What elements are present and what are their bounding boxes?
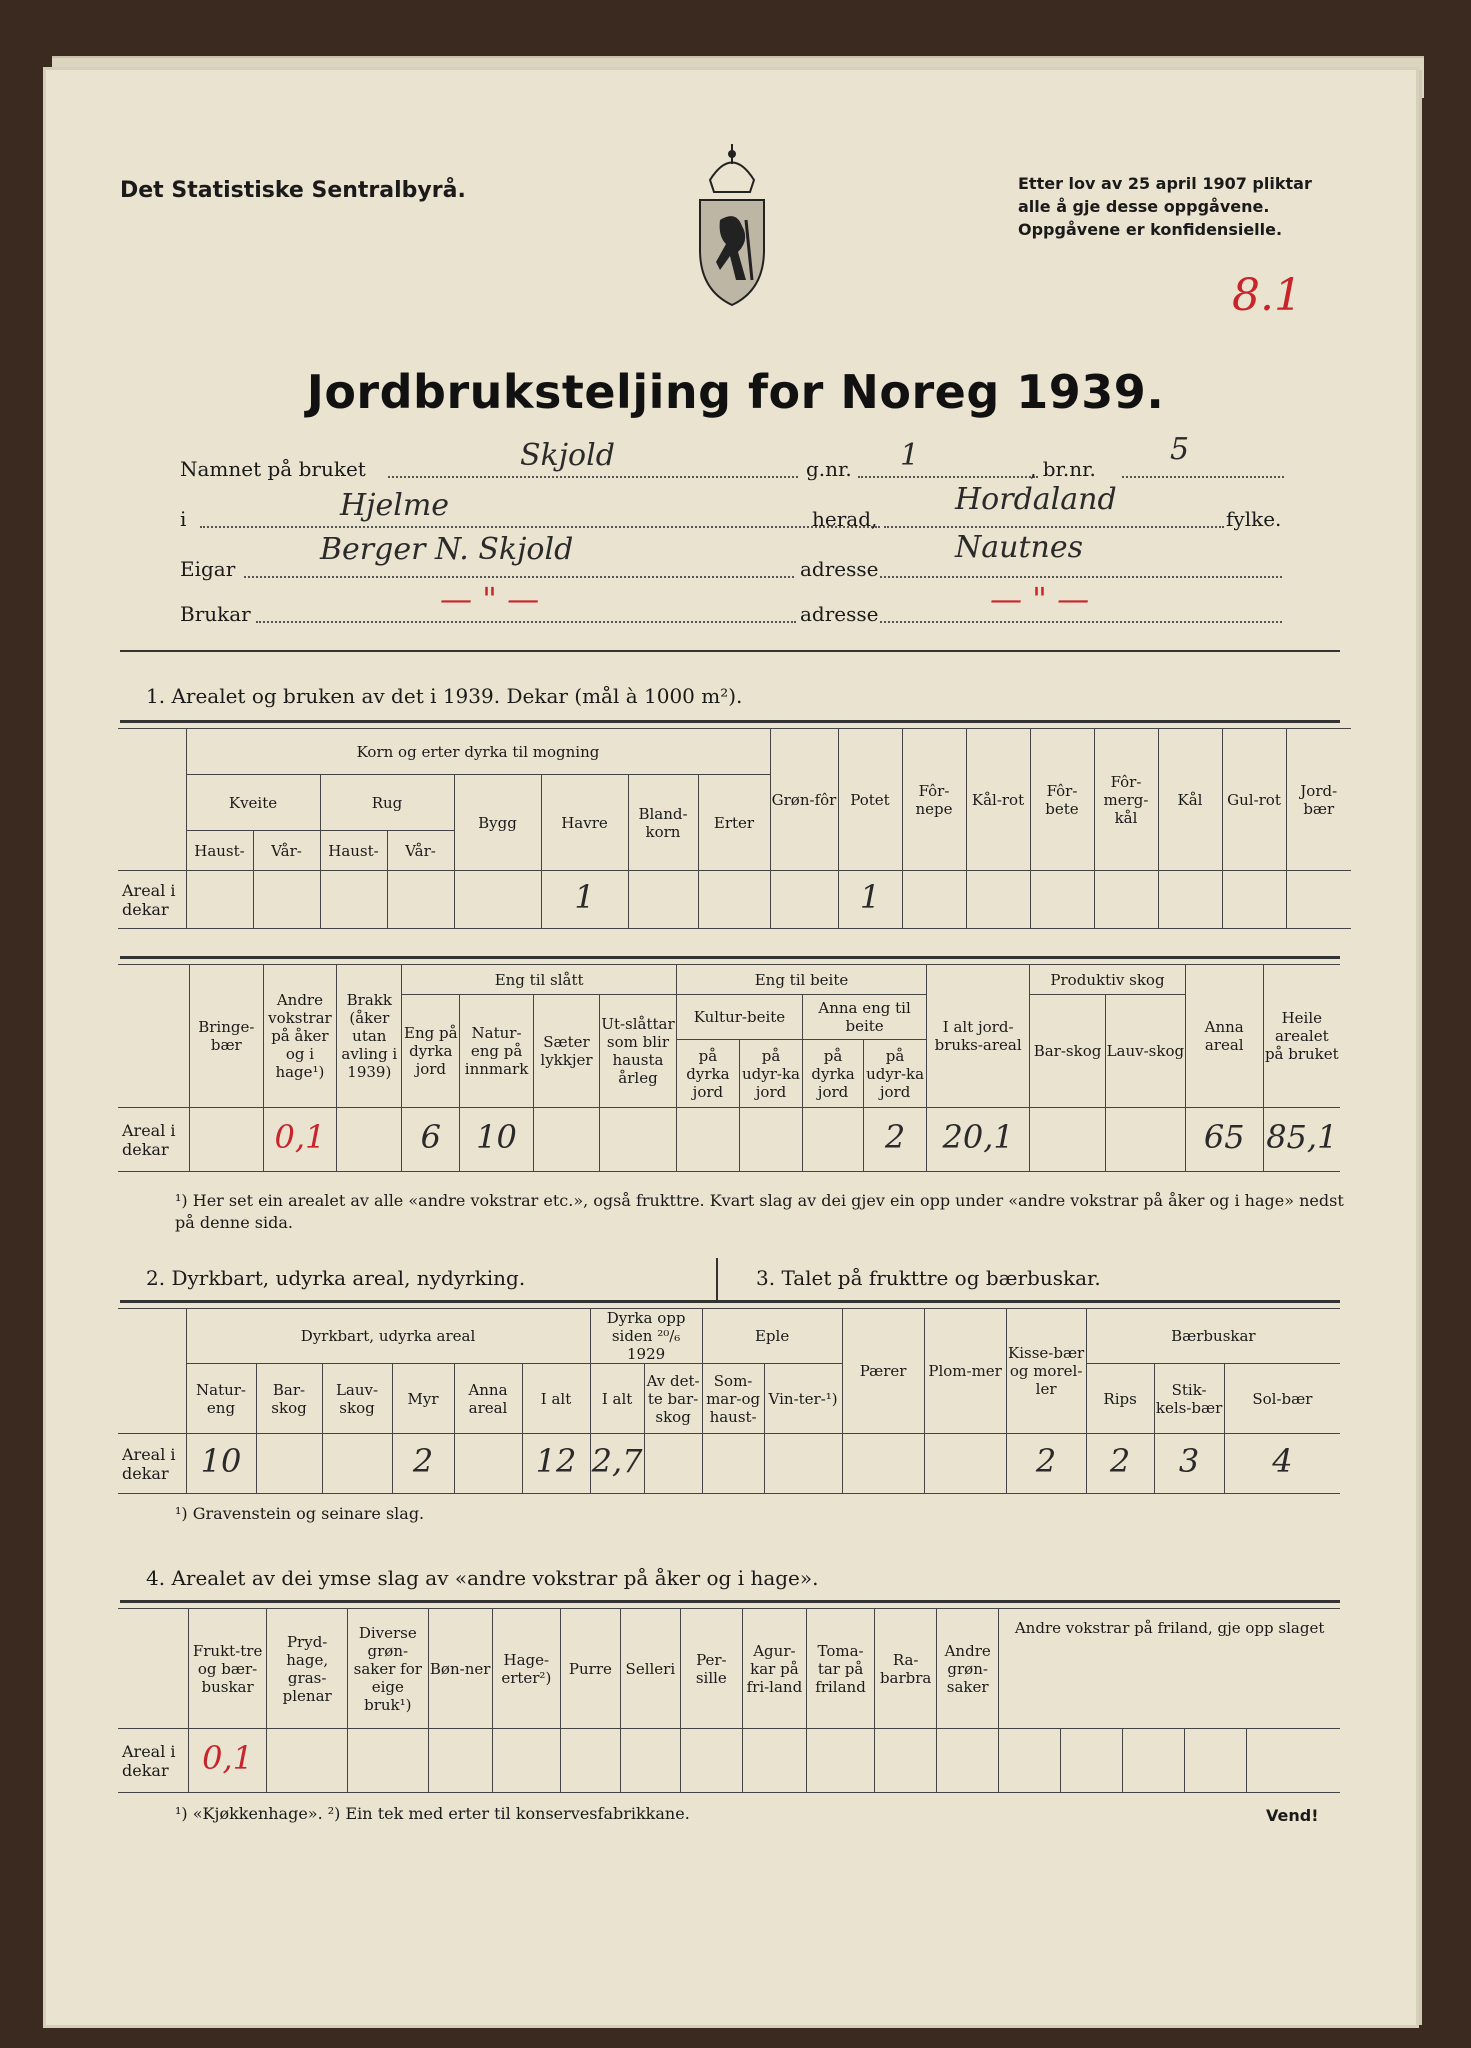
farm-name-value: Skjold <box>520 438 615 473</box>
user-address-value: — " — <box>990 580 1090 618</box>
other-crops-table <box>118 1608 1340 1793</box>
crop-area-table <box>118 728 1351 929</box>
col-anna-areal: Anna areal <box>454 1364 522 1434</box>
col-ialt-jordbruksareal: I alt jord-bruks-areal <box>927 965 1030 1108</box>
col-frukttre: Frukt-tre og bær-buskar <box>188 1609 267 1729</box>
col-barskog: Bar-skog <box>1030 995 1106 1108</box>
corner-handwritten-note: 8.1 <box>1232 270 1302 321</box>
row-label: Areal i dekar <box>118 1108 190 1172</box>
col-lauvskog: Lauv-skog <box>322 1364 392 1434</box>
col-anna-udyrka: på udyr-ka jord <box>864 1040 927 1108</box>
municipality-value: Hjelme <box>340 488 450 523</box>
col-kveite-haust: Haust- <box>186 831 253 871</box>
user-address-line <box>880 621 1282 623</box>
section3-footnote: ¹) Gravenstein og seinare slag. <box>175 1504 425 1523</box>
user-address-label: adresse <box>800 602 879 626</box>
dyrkbart-group: Dyrkbart, udyrka areal <box>186 1309 590 1364</box>
potet-value: 1 <box>859 877 881 916</box>
owner-value: Berger N. Skjold <box>320 532 574 567</box>
col-prydhage: Pryd-hage, gras-plenar <box>267 1609 348 1729</box>
brnr-line <box>1122 476 1284 478</box>
owner-line <box>244 576 794 578</box>
county-line <box>884 526 1224 528</box>
arable-and-fruit-table <box>118 1308 1340 1494</box>
col-utslattar: Ut-slåttar som blir hausta årleg <box>600 995 677 1108</box>
section4-heading: 4. Arealet av dei ymse slag av «andre vokstrar på åker og i hage». <box>146 1566 819 1590</box>
municipality-prefix-label: i <box>180 507 187 531</box>
frukttre-value: 0,1 <box>202 1738 254 1777</box>
municipality-line <box>200 526 880 528</box>
anna-udyrka-value: 2 <box>884 1117 906 1156</box>
divider <box>120 650 1340 652</box>
row-label: Areal i dekar <box>118 1729 188 1793</box>
col-kal: Kål <box>1158 729 1222 871</box>
divider <box>120 720 1340 723</box>
col-barskog: Bar-skog <box>256 1364 322 1434</box>
user-line <box>256 621 796 623</box>
col-lauvskog: Lauv-skog <box>1105 995 1185 1108</box>
col-anna-areal: Anna areal <box>1185 965 1263 1108</box>
rips-value: 2 <box>1109 1441 1131 1480</box>
col-persille: Per-sille <box>680 1609 742 1729</box>
col-forbete: Fôr-bete <box>1030 729 1094 871</box>
herad-label: herad, <box>812 507 878 531</box>
eple-group: Eple <box>702 1309 842 1364</box>
section1-heading: 1. Arealet og bruken av det i 1939. Dekar (mål à 1000 m²). <box>146 684 743 708</box>
col-rabarbra: Ra-barbra <box>875 1609 937 1729</box>
section-separator <box>716 1258 718 1302</box>
col-gronfor: Grøn-fôr <box>770 729 838 871</box>
section2-heading: 2. Dyrkbart, udyrka areal, nydyrking. <box>146 1266 526 1290</box>
gnr-line <box>858 476 1038 478</box>
col-sommar-haust: Som-mar-og haust- <box>702 1364 764 1434</box>
col-kulturbeite: Kultur-beite <box>676 995 802 1040</box>
ialt-value: 12 <box>535 1441 577 1480</box>
bureau-name: Det Statistiske Sentralbyrå. <box>120 178 466 203</box>
prod-skog-group: Produktiv skog <box>1030 965 1186 995</box>
heile-arealet-value: 85,1 <box>1266 1117 1338 1156</box>
col-eng-dyrka: Eng på dyrka jord <box>402 995 460 1108</box>
col-tomatar: Toma-tar på friland <box>806 1609 874 1729</box>
col-plommer: Plom-mer <box>924 1309 1006 1434</box>
col-andre-vokstrar: Andre vokstrar på åker og i hage¹) <box>263 965 337 1108</box>
owner-address-value: Nautnes <box>955 530 1083 565</box>
section1-footnote: ¹) Her set ein arealet av alle «andre vokstrar etc.», også frukttre. Kvart slag av dei gjev ein opp under «andre vokstrar på åker og i hage» nedst på denne sida. <box>175 1191 1344 1232</box>
natureng-value: 10 <box>200 1441 242 1480</box>
col-rug-var: Vår- <box>387 831 454 871</box>
natureng-value: 10 <box>476 1117 517 1156</box>
col-paerer: Pærer <box>842 1309 924 1434</box>
col-saeter: Sæter lykkjer <box>533 995 599 1108</box>
eng-slatt-group: Eng til slått <box>402 965 676 995</box>
col-bonner: Bøn-ner <box>428 1609 492 1729</box>
farm-name-label: Namnet på bruket <box>180 457 366 481</box>
col-natureng: Natur-eng <box>186 1364 256 1434</box>
col-myr: Myr <box>392 1364 454 1434</box>
col-kultur-udyrka: på udyr-ka jord <box>739 1040 802 1108</box>
col-anna-dyrka: på dyrka jord <box>803 1040 864 1108</box>
user-value: — " — <box>440 580 540 618</box>
dyrka-opp-group: Dyrka opp siden ²⁰/₆ 1929 <box>590 1309 702 1364</box>
col-kveite-var: Vår- <box>253 831 320 871</box>
stikkelsbaer-value: 3 <box>1178 1441 1200 1480</box>
col-andre-gronsaker: Andre grøn-saker <box>937 1609 999 1729</box>
col-blandkorn: Bland-korn <box>628 775 698 871</box>
col-fornepe: Fôr-nepe <box>902 729 966 871</box>
col-jordbaer: Jord-bær <box>1286 729 1351 871</box>
row-label: Areal i dekar <box>118 871 186 929</box>
col-kalrot: Kål-rot <box>966 729 1030 871</box>
land-use-table <box>118 964 1340 1172</box>
andre-friland-header: Andre vokstrar på friland, gje opp slaget <box>999 1609 1340 1729</box>
col-bygg: Bygg <box>454 775 541 871</box>
havre-value: 1 <box>574 877 595 916</box>
col-kultur-dyrka: på dyrka jord <box>676 1040 739 1108</box>
col-brakk: Brakk (åker utan avling i 1939) <box>337 965 402 1108</box>
col-selleri: Selleri <box>620 1609 680 1729</box>
eng-beite-group: Eng til beite <box>676 965 926 995</box>
user-label: Brukar <box>180 602 251 626</box>
col-hageerter: Hage-erter²) <box>492 1609 560 1729</box>
coat-of-arms-icon <box>690 140 774 310</box>
col-heile-arealet: Heile arealet på bruket <box>1263 965 1340 1108</box>
brnr-value: 5 <box>1170 432 1190 467</box>
col-ialt: I alt <box>522 1364 590 1434</box>
owner-label: Eigar <box>180 557 236 581</box>
col-potet: Potet <box>838 729 902 871</box>
col-solbaer: Sol-bær <box>1224 1364 1340 1434</box>
ialt-jordbruksareal-value: 20,1 <box>942 1117 1014 1156</box>
col-anna-eng-beite: Anna eng til beite <box>803 995 927 1040</box>
baerbuskar-group: Bærbuskar <box>1086 1309 1340 1364</box>
myr-value: 2 <box>412 1441 434 1480</box>
owner-address-line <box>880 576 1282 578</box>
gnr-label: g.nr. <box>806 457 852 481</box>
col-bringebaer: Bringe-bær <box>190 965 264 1108</box>
col-kissebaer: Kisse-bær og morel-ler <box>1006 1309 1086 1434</box>
col-rug-haust: Haust- <box>320 831 387 871</box>
col-vinter: Vin-ter-¹) <box>764 1364 842 1434</box>
brnr-label: , br.nr. <box>1030 457 1096 481</box>
col-havre: Havre <box>541 775 628 871</box>
owner-address-label: adresse <box>800 557 879 581</box>
col-diverse-gronsaker: Diverse grøn-saker for eige bruk¹) <box>347 1609 428 1729</box>
section4-footnote: ¹) «Kjøkkenhage». ²) Ein tek med erter til konservesfabrikkane. <box>175 1804 690 1823</box>
grain-group-header: Korn og erter dyrka til mogning <box>186 729 770 775</box>
dyrka-ialt-value: 2,7 <box>591 1441 643 1480</box>
col-rug: Rug <box>320 775 454 831</box>
farm-name-line <box>388 476 798 478</box>
col-av-dette-barskog: Av det-te bar-skog <box>644 1364 702 1434</box>
col-stikkelsbaer: Stik-kels-bær <box>1154 1364 1224 1434</box>
divider <box>120 956 1340 959</box>
form-title: Jordbruksteljing for Noreg 1939. <box>306 365 1165 419</box>
eng-dyrka-value: 6 <box>420 1117 441 1156</box>
col-natureng-innmark: Natur-eng på innmark <box>460 995 534 1108</box>
col-agurkar: Agur-kar på fri-land <box>742 1609 806 1729</box>
county-value: Hordaland <box>955 482 1117 517</box>
col-rips: Rips <box>1086 1364 1154 1434</box>
anna-areal-value: 65 <box>1203 1117 1245 1156</box>
fylke-label: fylke. <box>1226 507 1282 531</box>
solbaer-value: 4 <box>1272 1441 1293 1480</box>
col-dyrka-ialt: I alt <box>590 1364 644 1434</box>
col-gulrot: Gul-rot <box>1222 729 1286 871</box>
kissebaer-value: 2 <box>1035 1441 1057 1480</box>
col-kveite: Kveite <box>186 775 320 831</box>
divider <box>120 1600 1340 1603</box>
col-formergkal: Fôr-merg-kål <box>1094 729 1158 871</box>
section3-heading: 3. Talet på frukttre og bærbuskar. <box>756 1266 1101 1290</box>
gnr-value: 1 <box>900 438 920 473</box>
turn-over-note: Vend! <box>1266 1806 1319 1825</box>
divider <box>120 1300 1340 1303</box>
col-purre: Purre <box>560 1609 620 1729</box>
col-erter: Erter <box>698 775 770 871</box>
andre-vokstrar-value: 0,1 <box>274 1117 326 1156</box>
row-label: Areal i dekar <box>118 1434 186 1494</box>
legal-notice: Etter lov av 25 april 1907 pliktar alle å gje desse oppgåvene. Oppgåvene er konfidensielle. <box>1018 174 1312 239</box>
